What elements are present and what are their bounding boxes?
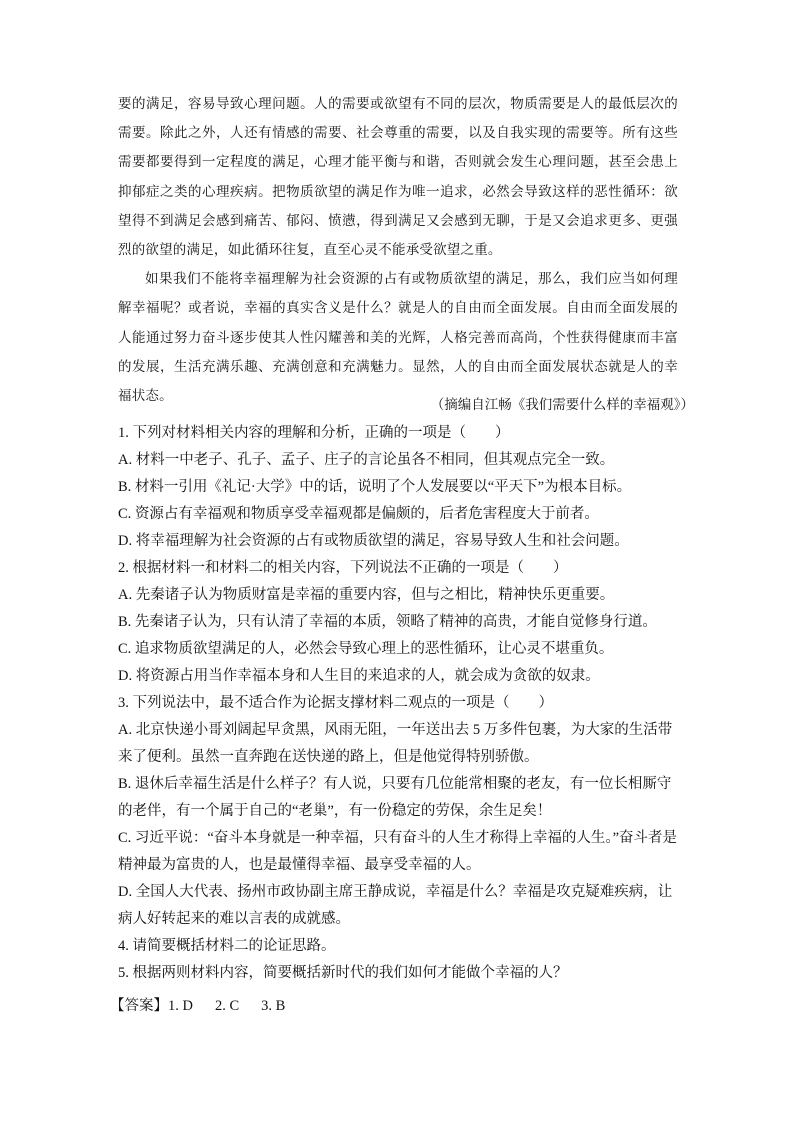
question-1-stem: 1. 下列对材料相关内容的理解和分析，正确的一项是（ ） <box>118 425 510 441</box>
passage-source: （摘编自江畅《我们需要什么样的幸福观》） <box>430 397 694 413</box>
passage-paragraph-1: 要的满足，容易导致心理问题。人的需要或欲望有不同的层次，物质需要是人的最低层次的需要。除此之外，人还有情感的需要、社会尊重的需要，以及自我实现的需要等。所有这些需要都要得到一定程度的满足，心理才能平衡与和谐，否则就会发生心理问题，甚至会患上抑郁症之类的心理疾病。把物质欲望的满足作为唯一追求，必然会导致这样的恶性循环：欲望得不到满足会感到痛苦、郁闷、愤懑，得到满足又会感到无聊，于是又会追求更多、更强烈的欲望的满足，如此循环往复，直至心灵不能承受欲望之重。 <box>118 96 678 259</box>
answer-item: 3. B <box>261 998 286 1014</box>
question-2-option-b: B. 先秦诸子认为，只有认清了幸福的本质，领略了精神的高贵，才能自觉修身行道。 <box>118 614 657 630</box>
question-3-option-a: A. 北京快递小哥刘阔起早贪黑，风雨无阻，一年送出去 5 万多件包裹，为大家的生活带来了便利。虽然一直奔跑在送快递的路上，但是他觉得特别骄傲。 <box>118 722 673 765</box>
question-2-option-a: A. 先秦诸子认为物质财富是幸福的重要内容，但与之相比，精神快乐更重要。 <box>118 587 615 603</box>
reading-passage <box>118 90 678 411</box>
question-3-stem: 3. 下列说法中，最不适合作为论据支撑材料二观点的一项是（ ） <box>118 695 553 711</box>
question-4-stem: 4. 请简要概括材料二的论证思路。 <box>118 938 336 954</box>
question-3-option-d: D. 全国人大代表、扬州市政协副主席王静成说，幸福是什么？幸福是攻克疑难疾病，让病人好转起来的难以言表的成就感。 <box>118 884 673 927</box>
question-1-option-a: A. 材料一中老子、孔子、孟子、庄子的言论虽各不相同，但其观点完全一致。 <box>118 452 615 468</box>
question-3-option-c: C. 习近平说：“奋斗本身就是一种幸福，只有奋斗的人生才称得上幸福的人生。”奋斗者是精神最为富贵的人，也是最懂得幸福、最享受幸福的人。 <box>118 830 678 873</box>
answer-item: 2. C <box>214 998 240 1014</box>
passage-paragraph-2: 如果我们不能将幸福理解为社会资源的占有或物质欲望的满足，那么，我们应当如何理解幸福呢？或者说，幸福的真实含义是什么？就是人的自由而全面发展。自由而全面发展的人能通过努力奋斗逐步使其人性闪耀善和美的光辉，人格完善而高尚，个性获得健康而丰富的发展，生活充满乐趣、充满创意和充满魅力。显然，人的自由而全面发展状态就是人的幸福状态。 <box>118 271 678 405</box>
question-2-stem: 2. 根据材料一和材料二的相关内容，下列说法不正确的一项是（ ） <box>118 560 568 576</box>
question-2-option-c: C. 追求物质欲望满足的人，必然会导致心理上的恶性循环，让心灵不堪重负。 <box>118 641 614 657</box>
question-2-option-d: D. 将资源占用当作幸福本身和人生目的来追求的人，就会成为贪欲的奴隶。 <box>118 668 600 684</box>
answer-label: 【答案】 <box>110 998 168 1014</box>
answer-item: 1. D <box>168 998 193 1014</box>
question-3-option-b: B. 退休后幸福生活是什么样子？有人说，只要有几位能常相聚的老友，有一位长相厮守的老伴，有一个属于自己的“老巢”，有一份稳定的劳保，余生足矣！ <box>118 776 672 819</box>
question-list <box>118 420 678 987</box>
question-1-option-c: C. 资源占有幸福观和物质享受幸福观都是偏颇的，后者危害程度大于前者。 <box>118 506 599 522</box>
question-1-option-d: D. 将幸福理解为社会资源的占有或物质欲望的满足，容易导致人生和社会问题。 <box>118 533 629 549</box>
answer-line <box>110 994 307 1015</box>
question-5-stem: 5. 根据两则材料内容，简要概括新时代的我们如何才能做个幸福的人？ <box>118 965 568 981</box>
question-1-option-b: B. 材料一引用《礼记·大学》中的话，说明了个人发展要以“平天下”为根本目标。 <box>118 479 632 495</box>
